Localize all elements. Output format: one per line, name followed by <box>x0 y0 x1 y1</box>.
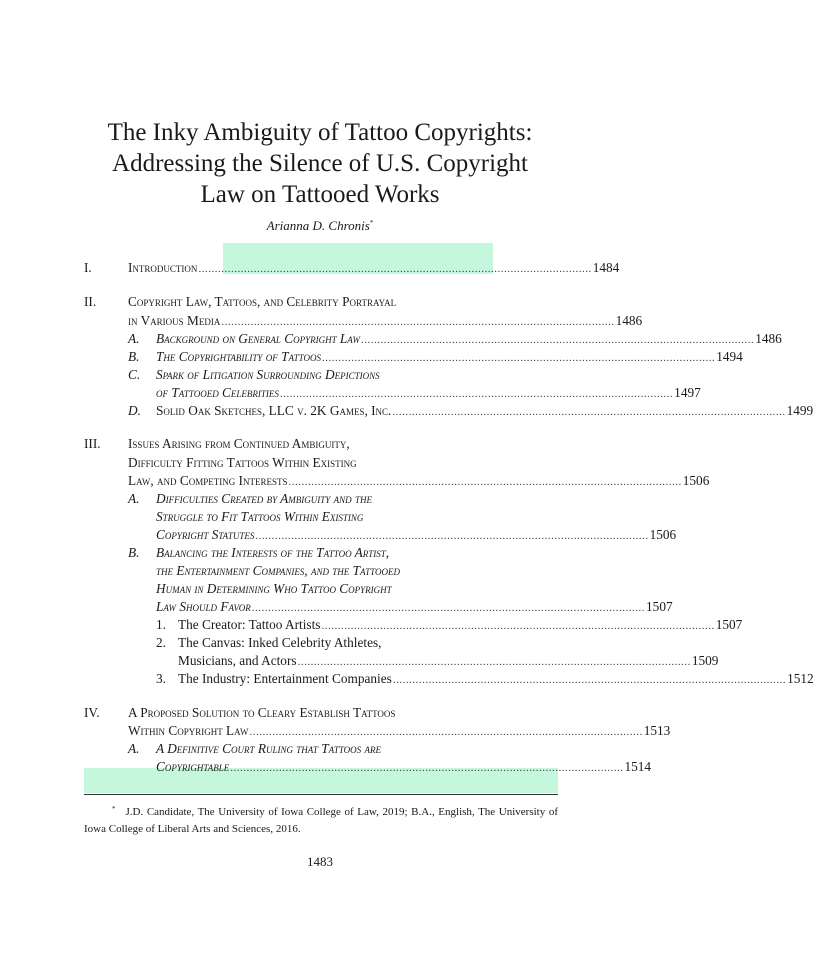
section-number: II. <box>84 294 97 309</box>
toc-subsection-2a[interactable] <box>0 331 782 347</box>
page-ref: 1494 <box>716 349 743 364</box>
item-title-line: The Canvas: Inked Celebrity Athletes, <box>178 635 382 650</box>
page-ref: 1486 <box>755 331 782 346</box>
subsection-title-line: Spark of Litigation Surrounding Depictions <box>156 367 380 382</box>
toc-section-3[interactable] <box>0 436 640 452</box>
page-ref: 1512 <box>787 671 814 686</box>
toc-item-3b3[interactable] <box>0 671 814 687</box>
footnote-mark: * <box>112 805 116 813</box>
item-title: The Creator: Tattoo Artists <box>178 617 321 632</box>
toc-section-2-cont[interactable] <box>0 313 643 329</box>
page-ref: 1507 <box>715 617 743 632</box>
footnote-separator <box>84 794 558 795</box>
subsection-letter: A. <box>128 331 140 346</box>
toc-item-3b1[interactable] <box>0 617 743 633</box>
toc-section-3-line3[interactable] <box>0 473 710 489</box>
title-line: The Inky Ambiguity of Tattoo Copyrights: <box>107 119 533 146</box>
dot-leader: ......................................................................................................................... <box>392 674 787 686</box>
subsection-title-line: Law Should Favor <box>156 599 251 614</box>
toc-subsection-3a[interactable] <box>0 491 640 507</box>
section-number: I. <box>84 260 92 275</box>
dot-leader: ......................................................................................................................... <box>249 726 643 738</box>
subsection-title: Solid Oak Sketches, LLC v. 2K Games, Inc. <box>156 403 392 418</box>
footnote <box>84 801 558 838</box>
subsection-letter: B. <box>128 545 140 560</box>
toc-section-4[interactable] <box>0 705 640 721</box>
page-ref: 1486 <box>615 313 643 328</box>
toc-item-3b2-cont[interactable] <box>0 653 719 669</box>
subsection-title: The Copyrightability of Tattoos <box>156 349 321 364</box>
dot-leader: ......................................................................................................................... <box>360 334 755 346</box>
dot-leader: ......................................................................................................................... <box>321 620 715 632</box>
toc-subsection-4a-cont[interactable] <box>0 759 652 775</box>
toc-subsection-3b-line3[interactable] <box>0 581 640 597</box>
item-number: 2. <box>156 635 166 650</box>
subsection-title-line: Human in Determining Who Tattoo Copyright <box>156 581 392 596</box>
page-ref: 1497 <box>674 385 701 400</box>
dot-leader: ......................................................................................................................... <box>297 656 691 668</box>
dot-leader: ......................................................................................................................... <box>288 476 682 488</box>
toc-subsection-3b-line2[interactable] <box>0 563 640 579</box>
subsection-letter: C. <box>128 367 141 382</box>
section-title: Introduction <box>128 260 198 275</box>
page-ref: 1514 <box>624 759 652 774</box>
author-footnote-mark: * <box>369 219 374 227</box>
subsection-title-line: A Definitive Court Ruling that Tattoos are <box>156 741 381 756</box>
toc-subsection-3a-line2[interactable] <box>0 509 640 525</box>
toc-section-1[interactable] <box>0 260 640 276</box>
page-number: 1483 <box>307 854 333 869</box>
item-title: The Industry: Entertainment Companies <box>178 671 392 686</box>
dot-leader: ......................................................................................................................... <box>230 762 624 774</box>
section-title-line: Within Copyright Law <box>128 723 249 738</box>
section-title-line: Law, and Competing Interests <box>128 473 288 488</box>
dot-leader: ......................................................................................................................... <box>198 263 592 275</box>
toc-subsection-2d[interactable] <box>0 403 814 419</box>
page-ref: 1507 <box>646 599 673 614</box>
subsection-title: Background on General Copyright Law <box>156 331 360 346</box>
page-ref: 1484 <box>592 260 620 275</box>
subsection-title-line: Balancing the Interests of the Tattoo Artist, <box>156 545 390 560</box>
subsection-letter: D. <box>128 403 141 418</box>
toc-item-3b2[interactable] <box>0 635 640 651</box>
section-title-line: Copyright Law, Tattoos, and Celebrity Portrayal <box>128 294 397 309</box>
dot-leader: ......................................................................................................................... <box>392 406 786 418</box>
toc-subsection-2c-cont[interactable] <box>0 385 701 401</box>
title-line: Law on Tattooed Works <box>200 181 440 208</box>
toc-subsection-2b[interactable] <box>0 349 743 365</box>
toc-subsection-2c[interactable] <box>0 367 640 383</box>
subsection-letter: A. <box>128 491 140 506</box>
subsection-title-line: Copyright Statutes <box>156 527 255 542</box>
page-ref: 1499 <box>786 403 814 418</box>
section-number: IV. <box>84 705 100 720</box>
item-number: 1. <box>156 617 166 632</box>
section-title-line: Difficulty Fitting Tattoos Within Existing <box>128 455 357 470</box>
toc-section-3-line2[interactable] <box>0 455 640 471</box>
section-title-line: Issues Arising from Continued Ambiguity, <box>128 436 350 451</box>
footnote-text: J.D. Candidate, The University of Iowa College of Law, 2019; B.A., English, The University of Iowa College of Liberal Arts and Sciences, 2016. <box>84 806 558 835</box>
section-number: III. <box>84 436 101 451</box>
subsection-title-line: of Tattooed Celebrities <box>156 385 279 400</box>
dot-leader: ......................................................................................................................... <box>255 530 649 542</box>
subsection-letter: A. <box>128 741 140 756</box>
dot-leader: ......................................................................................................................... <box>279 388 674 400</box>
toc-subsection-3a-line3[interactable] <box>0 527 677 543</box>
page-ref: 1506 <box>682 473 710 488</box>
toc-subsection-4a[interactable] <box>0 741 640 757</box>
toc-subsection-3b[interactable] <box>0 545 640 561</box>
toc-section-4-cont[interactable] <box>0 723 671 739</box>
dot-leader: ......................................................................................................................... <box>221 316 615 328</box>
page-ref: 1509 <box>691 653 719 668</box>
item-title-line: Musicians, and Actors <box>178 653 297 668</box>
subsection-title-line: Struggle to Fit Tattoos Within Existing <box>156 509 364 524</box>
dot-leader: ......................................................................................................................... <box>251 602 646 614</box>
title-line: Addressing the Silence of U.S. Copyright <box>112 150 528 177</box>
subsection-title-line: Difficulties Created by Ambiguity and the <box>156 491 372 506</box>
page-ref: 1513 <box>643 723 671 738</box>
section-title-line: in Various Media <box>128 313 221 328</box>
section-title-line: A Proposed Solution to Cleary Establish Tattoos <box>128 705 396 720</box>
page-ref: 1506 <box>649 527 677 542</box>
toc-section-2[interactable] <box>0 294 640 310</box>
author-name: Arianna D. Chronis <box>266 218 370 233</box>
subsection-title-line: the Entertainment Companies, and the Tattooed <box>156 563 401 578</box>
dot-leader: ......................................................................................................................... <box>321 352 716 364</box>
item-number: 3. <box>156 671 166 686</box>
toc-subsection-3b-line4[interactable] <box>0 599 673 615</box>
subsection-letter: B. <box>128 349 140 364</box>
subsection-title-line: Copyrightable <box>156 759 230 774</box>
